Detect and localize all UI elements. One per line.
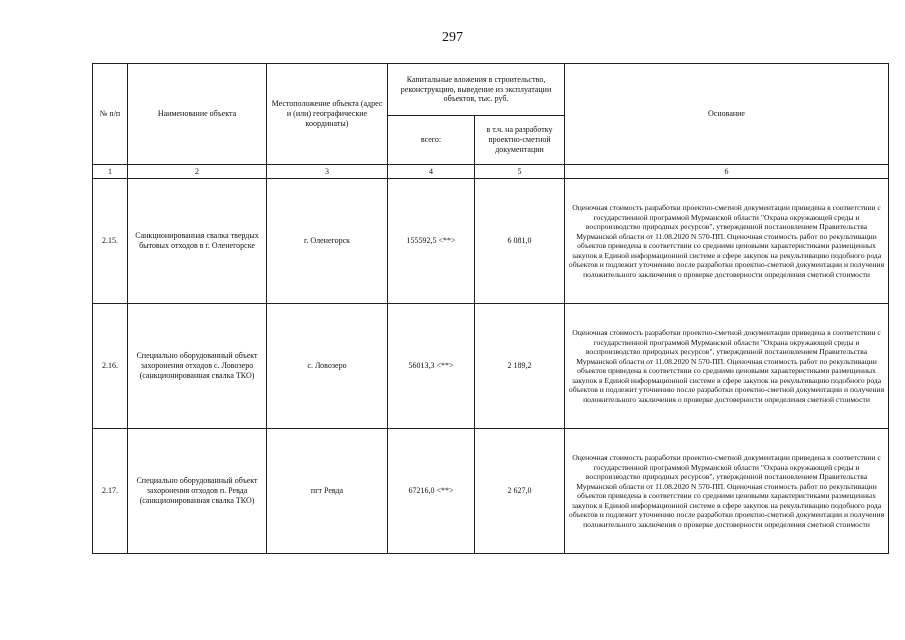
table-row — [93, 304, 889, 429]
column-number: 4 — [388, 165, 475, 179]
table-row — [93, 179, 889, 304]
column-number: 1 — [93, 165, 128, 179]
header-location: Местоположение объекта (адрес и (или) географические координаты) — [267, 64, 388, 165]
row-total: 56013,3 <**> — [388, 304, 475, 429]
objects-table — [92, 63, 889, 554]
row-total: 155592,5 <**> — [388, 179, 475, 304]
row-basis: Оценочная стоимость разработки проектно-сметной документации приведена в соответствии с государственной программой Мурманской области "Охрана окружающей среды и воспроизводство природных ресурсов", утвержденной постановлением Правительства Мурманской области от 11.08.2020 N 570-ПП. Оценочная стоимость работ по рекультивации объектов приведена в соответствии со средними ценовыми характеристиками размещенных закупок в Единой информационной системе в сфере закупок на рекультивацию подобного рода объектов и подлежит уточнению после разработки проектно-сметной документации и получения положительного заключения о проверке достоверности определения сметной стоимости — [565, 304, 889, 429]
row-location: г. Оленегорск — [267, 179, 388, 304]
row-location: с. Ловозеро — [267, 304, 388, 429]
column-number: 6 — [565, 165, 889, 179]
header-total: всего: — [388, 116, 475, 165]
page-number: 297 — [442, 30, 463, 45]
row-name: Санкционированная свалка твердых бытовых отходов в г. Оленегорске — [128, 179, 267, 304]
header-design: в т.ч. на разработку проектно-сметной документации — [475, 116, 565, 165]
header-name: Наименование объекта — [128, 64, 267, 165]
column-number-row — [93, 165, 889, 179]
column-number: 5 — [475, 165, 565, 179]
header-capital: Капитальные вложения в строительство, реконструкцию, выведение из эксплуатации объектов, тыс. руб. — [388, 64, 565, 116]
row-basis: Оценочная стоимость разработки проектно-сметной документации приведена в соответствии с государственной программой Мурманской области "Охрана окружающей среды и воспроизводство природных ресурсов", утвержденной постановлением Правительства Мурманской области от 11.08.2020 N 570-ПП. Оценочная стоимость работ по рекультивации объектов приведена в соответствии со средними ценовыми характеристиками размещенных закупок в Единой информационной системе в сфере закупок на рекультивацию подобного рода объектов и подлежит уточнению после разработки проектно-сметной документации и получения положительного заключения о проверке достоверности определения сметной стоимости — [565, 429, 889, 554]
row-design: 6 081,0 — [475, 179, 565, 304]
row-num: 2.17. — [93, 429, 128, 554]
column-number: 2 — [128, 165, 267, 179]
row-num: 2.15. — [93, 179, 128, 304]
row-design: 2 189,2 — [475, 304, 565, 429]
table-row — [93, 429, 889, 554]
row-design: 2 627,0 — [475, 429, 565, 554]
row-name: Специально оборудованный объект захоронения отходов с. Ловозеро (санкционированная свалка ТКО) — [128, 304, 267, 429]
row-num: 2.16. — [93, 304, 128, 429]
row-name: Специально оборудованный объект захоронения отходов п. Ревда (санкционированная свалка ТКО) — [128, 429, 267, 554]
row-basis: Оценочная стоимость разработки проектно-сметной документации приведена в соответствии с государственной программой Мурманской области "Охрана окружающей среды и воспроизводство природных ресурсов", утвержденной постановлением Правительства Мурманской области от 11.08.2020 N 570-ПП. Оценочная стоимость работ по рекультивации объектов приведена в соответствии со средними ценовыми характеристиками размещенных закупок в Единой информационной системе в сфере закупок на рекультивацию подобного рода объектов и подлежит уточнению после разработки проектно-сметной документации и получения положительного заключения о проверке достоверности определения сметной стоимости — [565, 179, 889, 304]
column-number: 3 — [267, 165, 388, 179]
header-basis: Основание — [565, 64, 889, 165]
row-total: 67216,0 <**> — [388, 429, 475, 554]
header-num: № п/п — [93, 64, 128, 165]
row-location: пгт Ревда — [267, 429, 388, 554]
